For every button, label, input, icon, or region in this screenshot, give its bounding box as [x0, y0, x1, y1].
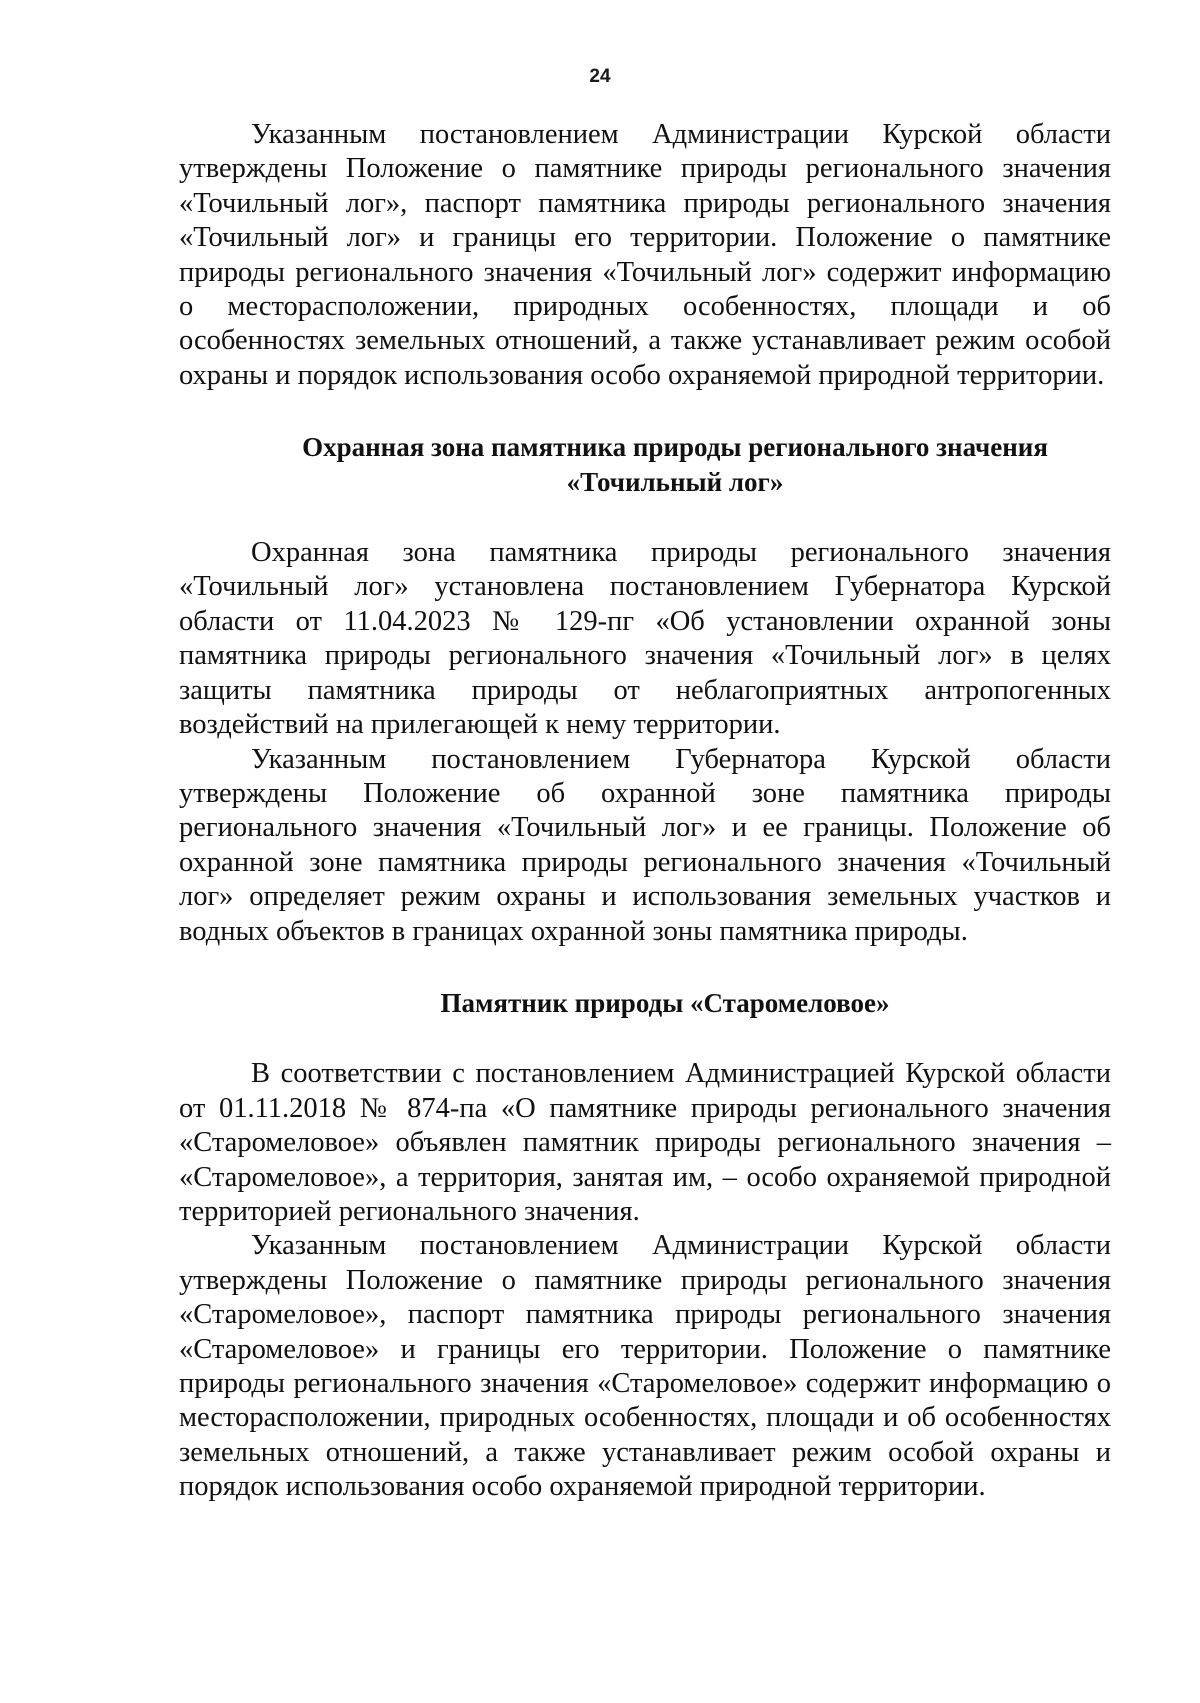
paragraph-protection-zone-established: Охранная зона памятника природы регионального значения «Точильный лог» установлена постановлением Губернатора Курской области от 11.04.2023 № 129-пг «Об установлении охранной зоны памятника природы регионального значения «Точильный лог» в целях защиты памятника природы от неблагоприятных антропогенных воздействий на прилегающей к нему территории. — [179, 537, 1111, 741]
section-heading-staromelovoe: Памятник природы «Старомеловое» — [440, 987, 890, 1018]
paragraph-tochilny-log-regulation: Указанным постановлением Администрации Курской области утверждены Положение о памятнике природы регионального значения «Точильный лог», паспорт памятника природы регионального значения «Точильный лог» и границы его территории. Положение о памятнике природы регионального значения «Точильный лог» содержит информацию о месторасположении, природных особенностях, площади и об особенностях земельных отношений, а также устанавливает режим особой охраны и порядок использования особо охраняемой природной территории. — [179, 119, 1111, 391]
paragraph-staromelovoe-regulation: Указанным постановлением Администрации Курской области утверждены Положение о памятнике природы регионального значения «Старомеловое», паспорт памятника природы регионального значения «Старомеловое» и границы его территории. Положение о памятнике природы регионального значения «Старомеловое» содержит информацию о месторасположении, природных особенностях, площади и об особенностях земельных отношений, а также устанавливает режим особой охраны и порядок использования особо охраняемой природной территории. — [179, 1230, 1111, 1503]
page-number: 24 — [589, 66, 611, 87]
document-body — [179, 118, 1111, 1505]
section-heading-protection-zone — [239, 430, 1111, 499]
paragraph-protection-zone-regulation: Указанным постановлением Губернатора Курской области утверждены Положение об охранной зоне памятника природы регионального значения «Точильный лог» и ее границы. Положение об охранной зоне памятника природы регионального значения «Точильный лог» определяет режим охраны и использования земельных участков и водных объектов в границах охранной зоны памятника природы. — [179, 743, 1111, 947]
paragraph-staromelovoe-declared: В соответствии с постановлением Администрацией Курской области от 01.11.2018 № 874-па «О памятнике природы регионального значения «Старомеловое» объявлен памятник природы регионального значения – «Старомеловое», а территория, занятая им, – особо охраняемой природной территорией регионального значения. — [179, 1058, 1111, 1227]
section-heading-line: «Точильный лог» — [566, 466, 784, 497]
section-heading-line: Охранная зона памятника природы регионального значения — [302, 432, 1048, 463]
